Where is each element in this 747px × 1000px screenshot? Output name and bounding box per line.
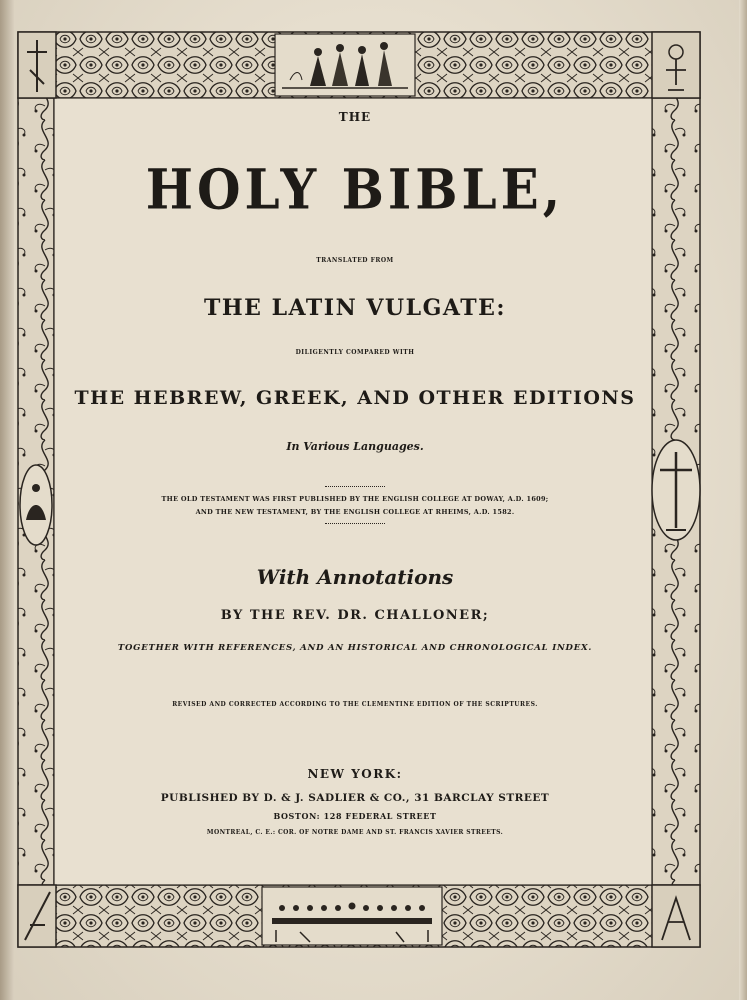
imprint-boston: BOSTON: 128 FEDERAL STREET	[273, 811, 437, 821]
translated-from: TRANSLATED FROM	[316, 257, 394, 264]
publication-note-1: THE OLD TESTAMENT WAS FIRST PUBLISHED BY THE ENGLISH COLLEGE AT DOWAY, A.D. 1609;	[161, 495, 549, 503]
revised-line: REVISED AND CORRECTED ACCORDING TO THE CLEMENTINE EDITION OF THE SCRIPTURES.	[172, 701, 538, 708]
diligently-compared: DILIGENTLY COMPARED WITH	[295, 349, 415, 356]
title-prefix: THE	[338, 110, 372, 124]
imprint-city: NEW YORK:	[307, 767, 403, 781]
title-page-text	[55, 95, 655, 885]
together-line: TOGETHER WITH REFERENCES, AND AN HISTORICAL AND CHRONOLOGICAL INDEX.	[117, 643, 593, 653]
author-line: BY THE REV. DR. CHALLONER;	[220, 608, 490, 623]
left-medallion-icon	[20, 465, 52, 545]
source-text: THE LATIN VULGATE:	[204, 295, 506, 321]
annotations-heading: With Annotations	[256, 565, 454, 589]
corner-bottom-right	[652, 885, 700, 947]
editions-line: THE HEBREW, GREEK, AND OTHER EDITIONS	[74, 387, 636, 409]
last-supper-icon	[262, 887, 442, 945]
main-title: HOLY BIBLE,	[145, 157, 565, 222]
divider-bottom	[325, 523, 385, 524]
imprint-publisher: PUBLISHED BY D. & J. SADLIER & CO., 31 BARCLAY STREET	[160, 792, 550, 804]
imprint-montreal: MONTREAL, C. E.: COR. OF NOTRE DAME AND ST. FRANCIS XAVIER STREETS.	[206, 829, 504, 836]
biblical-scene-icon	[275, 34, 415, 96]
crucifixion-icon	[652, 440, 700, 540]
publication-note-2: AND THE NEW TESTAMENT, BY THE ENGLISH COLLEGE AT RHEIMS, A.D. 1582.	[195, 508, 515, 516]
divider-top	[325, 486, 385, 487]
languages-line: In Various Languages.	[286, 440, 424, 453]
